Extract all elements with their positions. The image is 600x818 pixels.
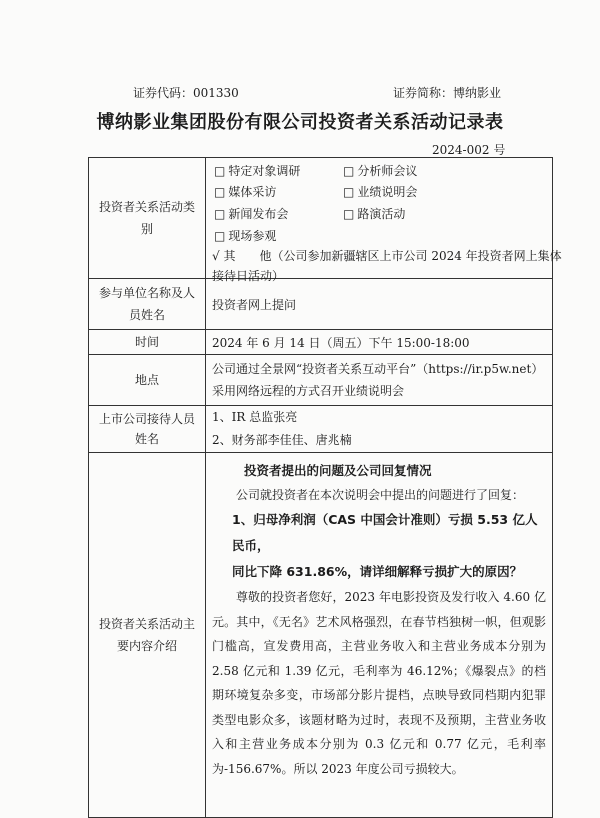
option-press-conference: □ 新闻发布会 [214, 207, 289, 221]
option-site-visit: □ 现场参观 [214, 229, 277, 243]
content-body [206, 453, 553, 818]
option-media-interview: □ 媒体采访 [214, 185, 277, 199]
stock-code: 证券代码：001330 [133, 86, 239, 100]
document-title: 博纳影业集团股份有限公司投资者关系活动记录表 [96, 112, 504, 133]
content-row [89, 453, 553, 818]
question-line-1: 1、归母净利润（CAS 中国会计准则）亏损 5.53 亿人民币， [232, 512, 538, 553]
option-other: √ 其 他（公司参加新疆辖区上市公司 2024 年投资者网上集体接待日活动） [212, 249, 562, 283]
checkbox-icon: □ [214, 229, 226, 243]
checkbox-icon: □ [214, 164, 226, 178]
question-line-2: 同比下降 631.86%，请详细解释亏损扩大的原因？ [232, 564, 523, 579]
time-row [89, 330, 553, 355]
receiver-item: 1、IR 总监张亮 [212, 410, 298, 424]
option-targeted-research: □ 特定对象调研 [214, 164, 301, 178]
answer-text: 尊敬的投资者您好，2023 年电影投资及发行收入 4.60 亿元。其中，《无名》艺术风格强烈，在春节档独树一帜，但观影门槛高，宣发费用高，主营业务收入和主营业务成本分别为 2.58 亿元和 1.39 亿元，毛利率为 46.12%；《爆裂点》的档期环境复杂多变，市场部分影片提档，点映导致同档期内犯罪类型电影众多，该题材略为过时，表现不及预期，主营业务收入和主营业务成本分别为 0.3 亿元和 0.77 亿元，毛利率为-156.67%。所以 2023 年度公司亏损较大。 [212, 590, 546, 776]
receivers-list [206, 406, 553, 453]
document-number: 2024-002 号 [432, 143, 506, 157]
location-value: 公司通过全景网“投资者关系互动平台”（https://ir.p5w.net）采用网络远程的方式召开业绩说明会 [206, 355, 553, 406]
option-analyst-meeting: □ 分析师会议 [343, 164, 418, 178]
option-roadshow: □ 路演活动 [343, 207, 406, 221]
activity-type-label: 投资者关系活动类别 [89, 158, 206, 279]
checkbox-icon: □ [214, 185, 226, 199]
participants-row [89, 279, 553, 330]
other-description: （公司参加新疆辖区上市公司 2024 年投资者网上集体接待日活动） [212, 249, 562, 283]
option-earnings-call: □ 业绩说明会 [343, 185, 418, 199]
stock-abbreviation: 证券简称：博纳影业 [393, 86, 502, 100]
checkmark-icon: √ [212, 249, 220, 263]
checkbox-icon: □ [343, 164, 355, 178]
activity-type-options [206, 158, 562, 283]
receiver-item: 2、财务部李佳佳、唐兆楠 [212, 433, 352, 447]
checkbox-icon: □ [214, 207, 226, 221]
content-label: 投资者关系活动主要内容介绍 [89, 453, 206, 818]
participants-label: 参与单位名称及人员姓名 [89, 279, 206, 330]
location-row [89, 355, 553, 406]
checkbox-icon: □ [343, 207, 355, 221]
time-label: 时间 [89, 330, 206, 355]
receivers-label: 上市公司接待人员姓名 [89, 406, 206, 453]
intro-text: 公司就投资者在本次说明会中提出的问题进行了回复： [236, 488, 525, 502]
checkbox-icon: □ [343, 185, 355, 199]
participants-value: 投资者网上提问 [206, 279, 553, 330]
activity-type-row [89, 158, 553, 279]
location-label: 地点 [89, 355, 206, 406]
receivers-row [89, 406, 553, 453]
time-value: 2024 年 6 月 14 日（周五）下午 15:00-18:00 [206, 330, 553, 355]
record-table [88, 157, 562, 818]
section-title: 投资者提出的问题及公司回复情况 [244, 463, 432, 478]
